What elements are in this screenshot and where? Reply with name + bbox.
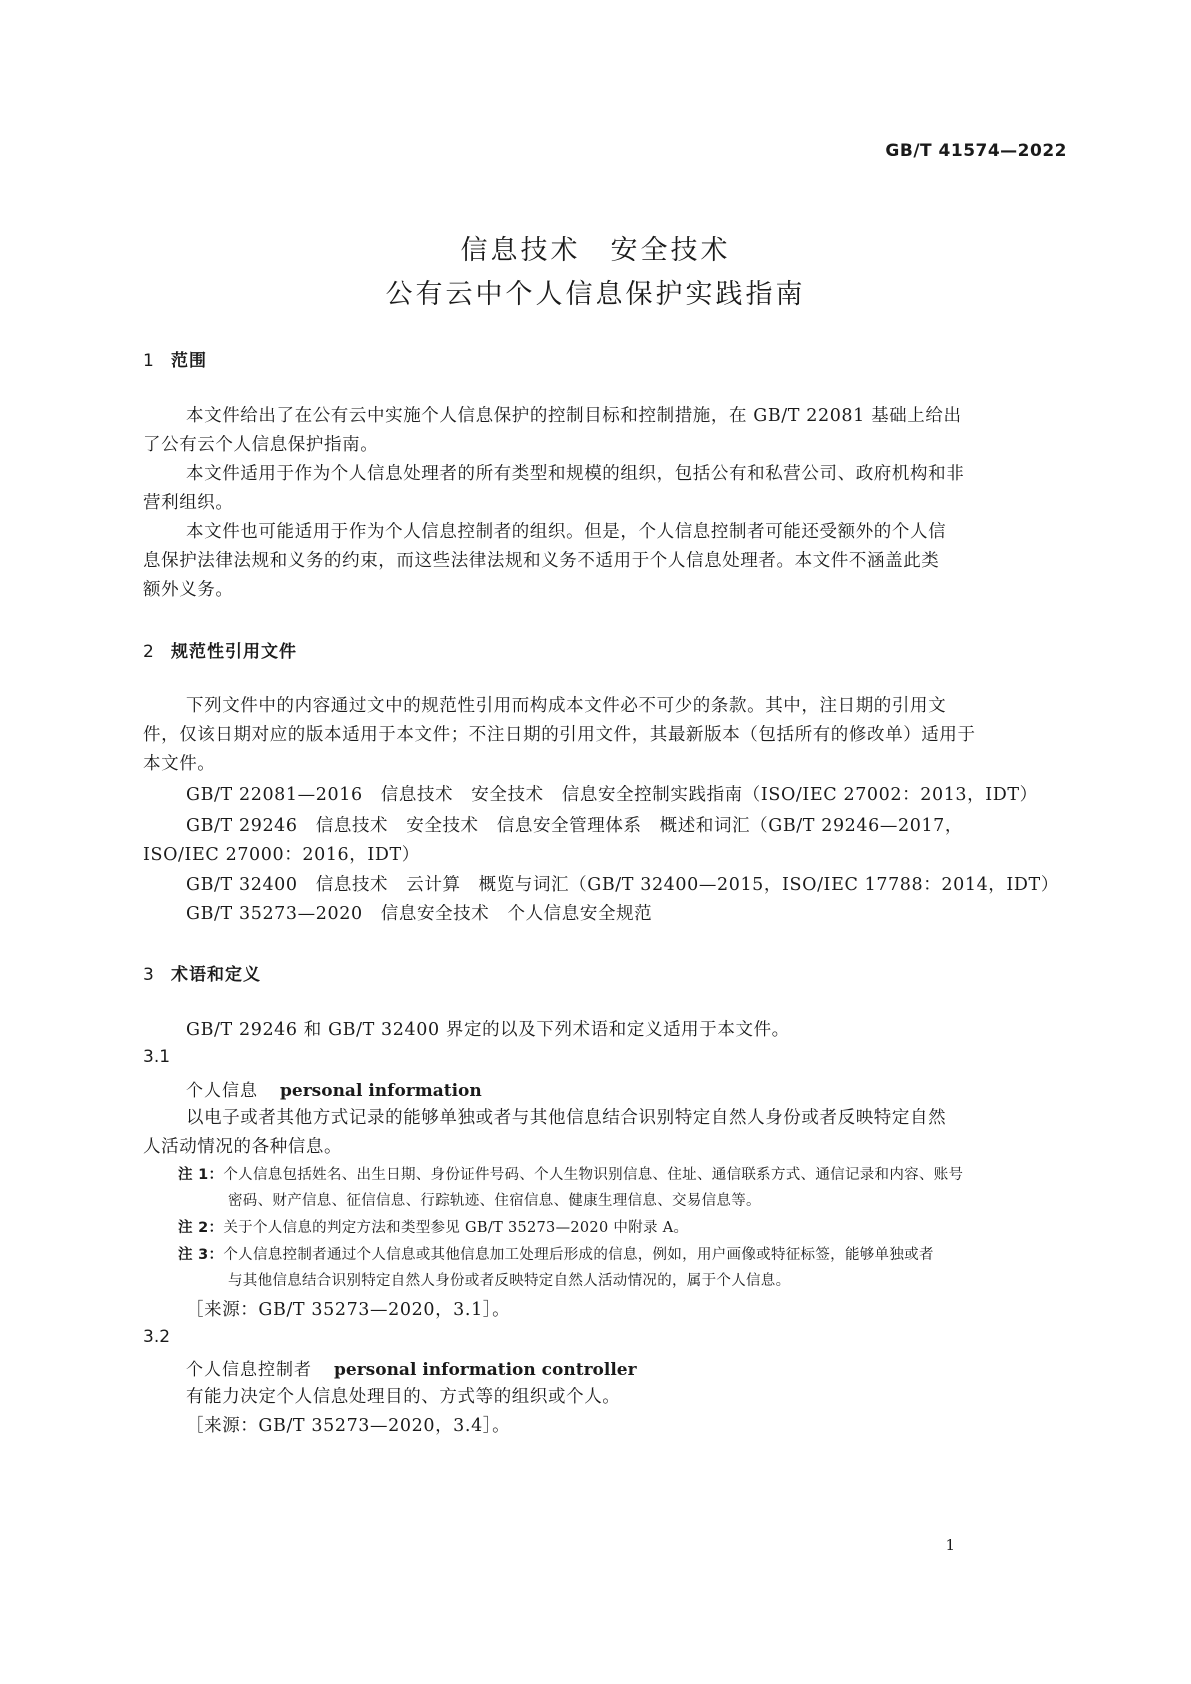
paragraph-line: 本文件。: [143, 754, 216, 774]
note-text: 关于个人信息的判定方法和类型参见 GB/T 35273—2020 中附录 A。: [223, 1220, 689, 1236]
note-label: 注 2：: [178, 1220, 224, 1236]
paragraph-line: 息保护法律法规和义务的约束，而这些法律法规和义务不适用于个人信息处理者。本文件不涵盖此类: [143, 551, 940, 571]
paragraph-line: 本文件也可能适用于作为个人信息控制者的组织。但是，个人信息控制者可能还受额外的个人信: [186, 522, 947, 542]
definition-line: 以电子或者其他方式记录的能够单独或者与其他信息结合识别特定自然人身份或者反映特定自然: [186, 1108, 947, 1128]
term-entry: [186, 1076, 482, 1101]
section-title: 术语和定义: [171, 965, 261, 985]
term-entry: [186, 1355, 637, 1380]
section-1-heading: [143, 346, 207, 371]
section-3-heading: [143, 960, 261, 985]
term-chinese: 个人信息: [186, 1081, 258, 1101]
note-label: 注 1：: [178, 1167, 224, 1183]
term-number: 3.2: [143, 1327, 171, 1347]
note-3-continued: 与其他信息结合识别特定自然人身份或者反映特定自然人活动情况的，属于个人信息。: [228, 1273, 791, 1289]
reference-item: GB/T 32400 信息技术 云计算 概览与词汇（GB/T 32400—2015，ISO/IEC 17788：2014，IDT）: [186, 875, 1059, 895]
paragraph-line: 下列文件中的内容通过文中的规范性引用而构成本文件必不可少的条款。其中，注日期的引用文: [186, 696, 947, 716]
note-label: 注 3：: [178, 1247, 224, 1263]
note-1-continued: 密码、财产信息、征信信息、行踪轨迹、住宿信息、健康生理信息、交易信息等。: [228, 1193, 761, 1209]
definition-line: 有能力决定个人信息处理目的、方式等的组织或个人。: [186, 1387, 621, 1407]
reference-item-continued: ISO/IEC 27000：2016，IDT）: [143, 845, 420, 865]
note-1: [178, 1163, 963, 1184]
section-number: 1: [143, 351, 155, 371]
reference-item: GB/T 35273—2020 信息安全技术 个人信息安全规范: [186, 904, 653, 924]
paragraph-line: GB/T 29246 和 GB/T 32400 界定的以及下列术语和定义适用于本文件。: [186, 1020, 790, 1040]
paragraph-line: 营利组织。: [143, 493, 234, 513]
section-number: 3: [143, 965, 155, 985]
section-title: 范围: [171, 351, 207, 371]
note-text: 个人信息控制者通过个人信息或其他信息加工处理后形成的信息，例如，用户画像或特征标签，能够单独或者: [223, 1247, 934, 1263]
term-english: personal information: [280, 1081, 482, 1101]
section-2-heading: [143, 637, 297, 662]
standard-code: GB/T 41574—2022: [885, 141, 1067, 161]
section-number: 2: [143, 642, 155, 662]
paragraph-line: 本文件给出了在公有云中实施个人信息保护的控制目标和控制措施，在 GB/T 22081 基础上给出: [186, 406, 962, 426]
paragraph-line: 本文件适用于作为个人信息处理者的所有类型和规模的组织，包括公有和私营公司、政府机构和非: [186, 464, 965, 484]
term-number: 3.1: [143, 1047, 171, 1067]
term-chinese: 个人信息控制者: [186, 1360, 312, 1380]
page-number: 1: [945, 1536, 955, 1554]
paragraph-line: 件，仅该日期对应的版本适用于本文件；不注日期的引用文件，其最新版本（包括所有的修改单）适用于: [143, 725, 976, 745]
section-title: 规范性引用文件: [171, 642, 297, 662]
paragraph-line: 了公有云个人信息保护指南。: [143, 435, 379, 455]
term-english: personal information controller: [334, 1360, 637, 1380]
document-title-line1: 信息技术 安全技术: [460, 235, 731, 266]
note-text: 个人信息包括姓名、出生日期、身份证件号码、个人生物识别信息、住址、通信联系方式、通信记录和内容、账号: [223, 1167, 964, 1183]
term-source: ［来源：GB/T 35273—2020，3.1］。: [186, 1300, 511, 1320]
note-3: [178, 1243, 934, 1264]
paragraph-line: 额外义务。: [143, 580, 234, 600]
definition-line: 人活动情况的各种信息。: [143, 1137, 343, 1157]
reference-item: GB/T 22081—2016 信息技术 安全技术 信息安全控制实践指南（ISO/IEC 27002：2013，IDT）: [186, 785, 1038, 805]
note-2: [178, 1216, 688, 1237]
reference-item: GB/T 29246 信息技术 安全技术 信息安全管理体系 概述和词汇（GB/T 29246—2017，: [186, 816, 964, 836]
document-title-line2: 公有云中个人信息保护实践指南: [385, 279, 806, 310]
term-source: ［来源：GB/T 35273—2020，3.4］。: [186, 1416, 511, 1436]
